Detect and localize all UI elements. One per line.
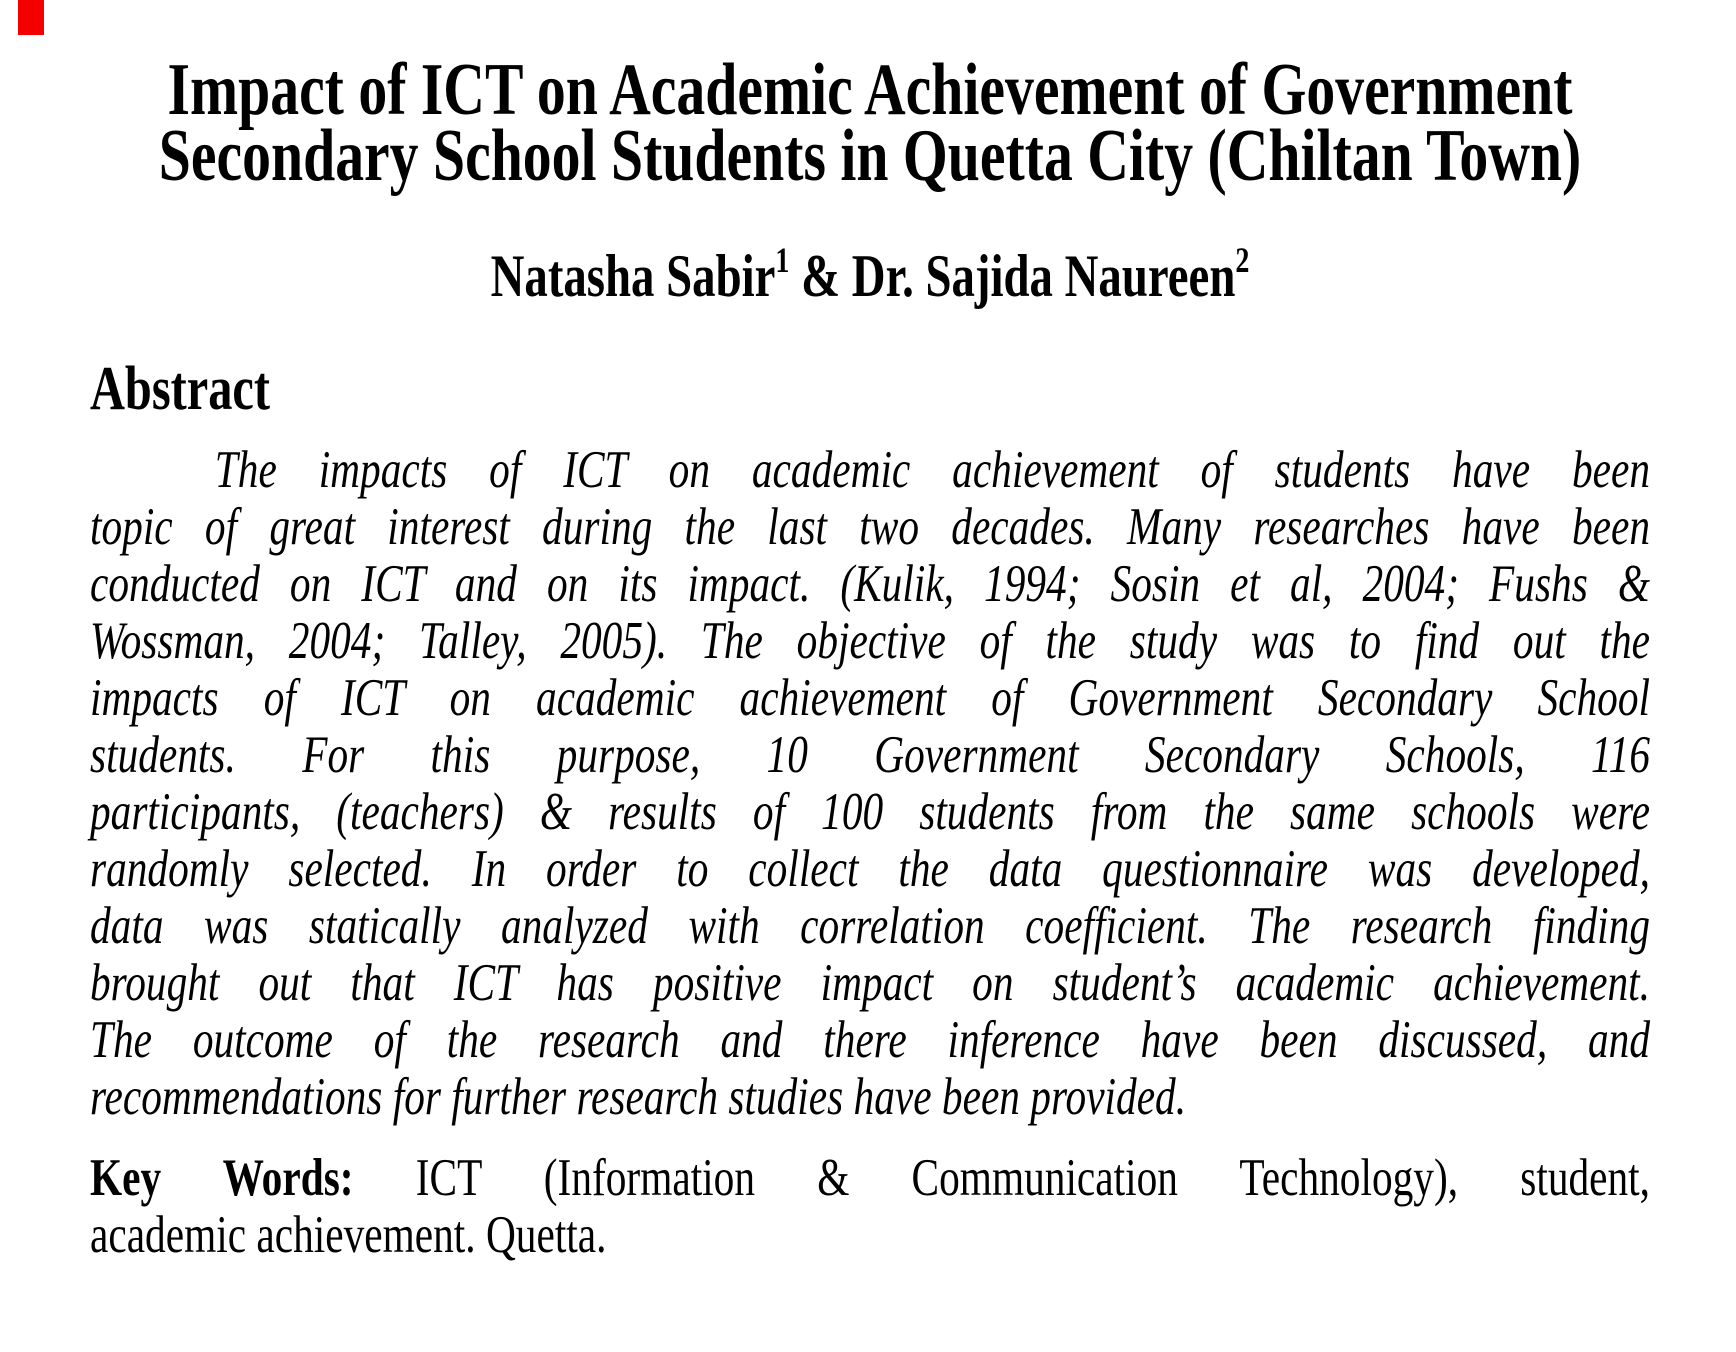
abstract-line-10: brought out that ICT has positive impact on student’s academic achievement. <box>90 954 1650 1012</box>
abstract-line-7: participants, (teachers) & results of 100 students from the same schools were <box>90 783 1650 841</box>
keywords-paragraph <box>90 1150 1650 1264</box>
abstract-line-9: data was statically analyzed with correlation coefficient. The research finding <box>90 897 1650 955</box>
abstract-line-3: conducted on ICT and on its impact. (Kulik, 1994; Sosin et al, 2004; Fushs & <box>90 555 1650 613</box>
keywords-label: Key Words: <box>90 1149 354 1207</box>
author-superscript: 1 <box>775 240 790 280</box>
abstract-line-8: randomly selected. In order to collect the data questionnaire was developed, <box>90 840 1650 898</box>
abstract-line-12: recommendations for further research studies have been provided. <box>90 1068 1187 1126</box>
author-name: Natasha Sabir <box>490 243 776 309</box>
keywords-line-2: academic achievement. Quetta. <box>90 1206 607 1264</box>
abstract-line-2: topic of great interest during the last two decades. Many researches have been <box>90 498 1650 556</box>
content-column <box>90 0 1650 1264</box>
abstract-line-6: students. For this purpose, 10 Government Secondary Schools, 116 <box>90 726 1650 784</box>
authors-line <box>90 240 1650 309</box>
author-superscript: 2 <box>1235 240 1250 280</box>
keywords-text: ICT (Information & Communication Technology), student, <box>415 1149 1650 1207</box>
abstract-line-4: Wossman, 2004; Talley, 2005). The objective of the study was to find out the <box>90 612 1650 670</box>
abstract-heading: Abstract <box>90 355 270 423</box>
abstract-line-11: The outcome of the research and there inference have been discussed, and <box>90 1011 1650 1069</box>
abstract-line-1: The impacts of ICT on academic achievement of students have been <box>214 441 1650 499</box>
abstract-paragraph <box>90 442 1650 1126</box>
keywords-line-1 <box>90 1150 1650 1207</box>
abstract-line-5: impacts of ICT on academic achievement of Government Secondary School <box>90 669 1650 727</box>
paper-title-line-2: Secondary School Students in Quetta City (Chiltan Town) <box>158 115 1582 197</box>
paper-title <box>90 49 1650 197</box>
paper-title-line-1: Impact of ICT on Academic Achievement of Government <box>167 49 1573 131</box>
red-page-marker <box>18 0 44 35</box>
author-name: & Dr. Sajida Naureen <box>789 243 1236 309</box>
